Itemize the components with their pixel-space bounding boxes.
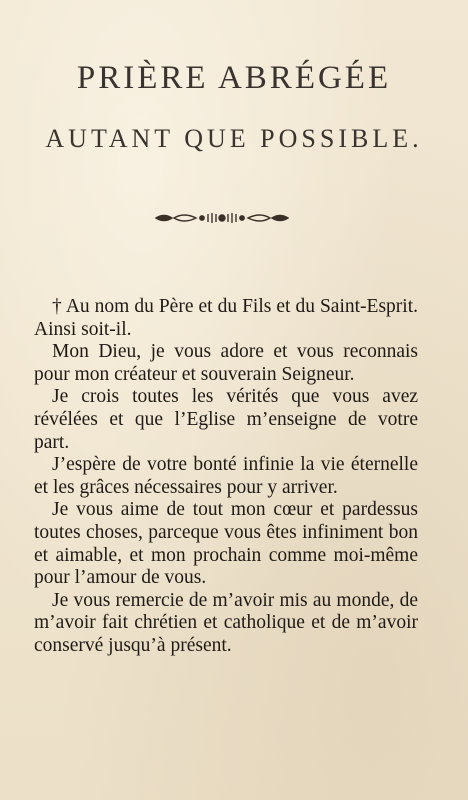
page-title: PRIÈRE ABRÉGÉE	[76, 60, 392, 96]
paragraph-thanksgiving: Je vous remercie de m’avoir mis au monde, de m’avoir fait chrétien et catholique et de m’avoir conservé jusqu’à présent.	[34, 589, 418, 656]
paragraph-hope: J’espère de votre bonté infinie la vie éternelle et les grâces nécessaires pour y arriver.	[34, 454, 418, 498]
prayer-text	[34, 296, 418, 658]
paragraph-charity: Je vous aime de tout mon cœur et pardessus toutes choses, parceque vous êtes infiniment bon et aimable, et mon prochain comme moi-même pour l’amour de vous.	[34, 499, 418, 589]
paragraph-adoration: Mon Dieu, je vous adore et vous reconnais pour mon créateur et souverain Seigneur.	[34, 341, 418, 385]
page-subtitle: AUTANT QUE POSSIBLE.	[45, 124, 423, 153]
paragraph-faith: Je crois toutes les vérités que vous avez révélées et que l’Eglise m’enseigne de votre part.	[34, 386, 418, 453]
paragraph-invocation: † Au nom du Père et du Fils et du Saint-Esprit. Ainsi soit-il.	[34, 296, 418, 340]
ornament-divider	[154, 210, 290, 226]
